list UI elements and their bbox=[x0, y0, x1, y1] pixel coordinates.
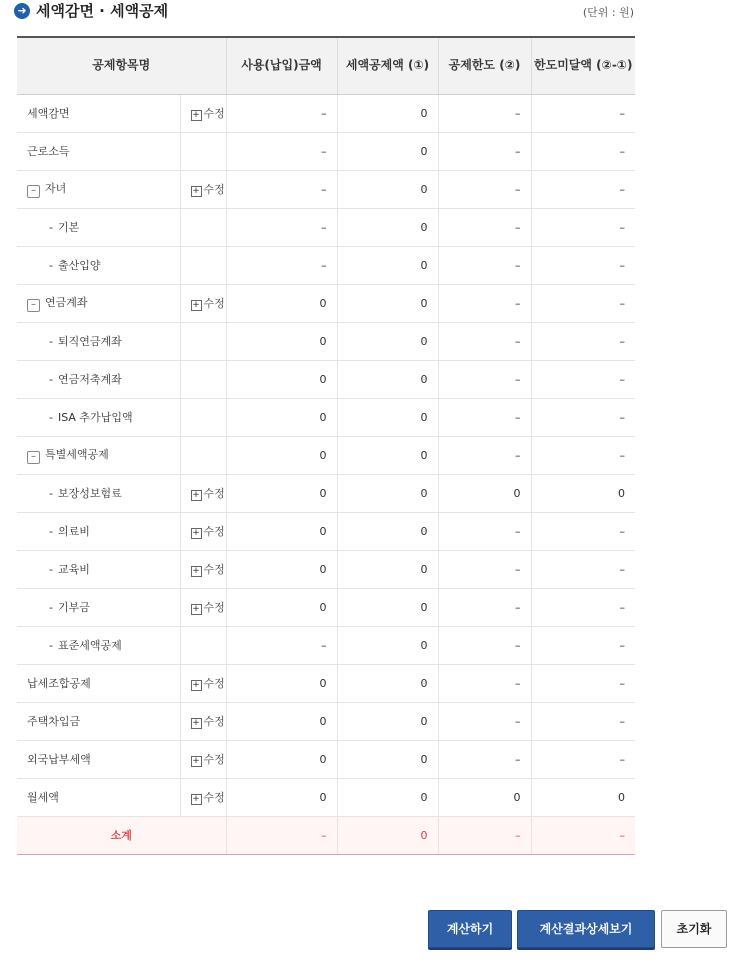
indent-dash: - bbox=[49, 601, 53, 614]
section-title: 세액감면 · 세액공제 bbox=[36, 2, 169, 20]
table-row bbox=[17, 322, 635, 360]
row-label-cell bbox=[17, 436, 180, 474]
indent-dash: - bbox=[49, 487, 53, 500]
edit-cell bbox=[180, 588, 226, 626]
row-label-cell bbox=[17, 626, 180, 664]
subtotal-value-used: – bbox=[226, 816, 337, 854]
value-cell-short: – bbox=[531, 740, 635, 778]
value-cell-limit: – bbox=[438, 588, 531, 626]
row-label: ISA 추가납입액 bbox=[57, 411, 133, 424]
value-cell-limit: 0 bbox=[438, 778, 531, 816]
value-cell-used: 0 bbox=[226, 284, 337, 322]
row-label-cell bbox=[17, 94, 180, 132]
row-label-wrap bbox=[27, 373, 122, 386]
table-row bbox=[17, 588, 635, 626]
subtotal-value-credit: 0 bbox=[337, 816, 438, 854]
value-cell-used: 0 bbox=[226, 550, 337, 588]
edit-cell bbox=[180, 474, 226, 512]
table-row bbox=[17, 398, 635, 436]
edit-cell bbox=[180, 94, 226, 132]
edit-button[interactable] bbox=[191, 715, 225, 728]
row-label: 자녀 bbox=[45, 182, 67, 195]
value-cell-used: 0 bbox=[226, 664, 337, 702]
edit-label: 수정 bbox=[203, 563, 225, 576]
table-row bbox=[17, 360, 635, 398]
row-label: 연금계좌 bbox=[45, 296, 88, 309]
plus-box-icon: + bbox=[192, 604, 200, 614]
edit-cell bbox=[180, 664, 226, 702]
value-cell-limit: – bbox=[438, 170, 531, 208]
value-cell-used: – bbox=[226, 208, 337, 246]
subtotal-row bbox=[17, 816, 635, 854]
row-label-wrap bbox=[27, 145, 70, 158]
edit-cell bbox=[180, 360, 226, 398]
row-label: 근로소득 bbox=[27, 145, 70, 158]
value-cell-short: – bbox=[531, 170, 635, 208]
collapse-toggle-icon[interactable]: – bbox=[27, 185, 40, 198]
edit-label: 수정 bbox=[203, 183, 225, 196]
table-row bbox=[17, 512, 635, 550]
row-label: 주택차입금 bbox=[27, 715, 81, 728]
edit-cell bbox=[180, 132, 226, 170]
row-label-wrap bbox=[27, 296, 88, 309]
value-cell-short: – bbox=[531, 436, 635, 474]
value-cell-used: – bbox=[226, 246, 337, 284]
tax-credit-table bbox=[17, 36, 635, 855]
calculate-button[interactable]: 계산하기 bbox=[428, 910, 512, 948]
table-row bbox=[17, 778, 635, 816]
row-label-cell bbox=[17, 512, 180, 550]
value-cell-credit: 0 bbox=[337, 322, 438, 360]
value-cell-short: – bbox=[531, 322, 635, 360]
edit-cell bbox=[180, 284, 226, 322]
plus-box-icon: + bbox=[192, 490, 200, 500]
plus-box-icon: + bbox=[192, 528, 200, 538]
edit-label: 수정 bbox=[203, 107, 225, 120]
row-label-wrap bbox=[27, 335, 122, 348]
row-label-wrap bbox=[27, 107, 70, 120]
value-cell-limit: – bbox=[438, 246, 531, 284]
row-label-cell bbox=[17, 588, 180, 626]
indent-dash: - bbox=[49, 221, 53, 234]
row-label-cell bbox=[17, 550, 180, 588]
value-cell-limit: – bbox=[438, 512, 531, 550]
indent-dash: - bbox=[49, 411, 53, 424]
reset-button[interactable]: 초기화 bbox=[661, 910, 727, 948]
edit-cell bbox=[180, 512, 226, 550]
value-cell-limit: – bbox=[438, 740, 531, 778]
value-cell-credit: 0 bbox=[337, 208, 438, 246]
section-header bbox=[14, 0, 634, 30]
row-label: 특별세액공제 bbox=[45, 448, 109, 461]
row-label-cell bbox=[17, 664, 180, 702]
value-cell-limit: 0 bbox=[438, 474, 531, 512]
table-row bbox=[17, 702, 635, 740]
subtotal-value-short: – bbox=[531, 816, 635, 854]
value-cell-credit: 0 bbox=[337, 474, 438, 512]
value-cell-short: – bbox=[531, 702, 635, 740]
plus-box-icon: + bbox=[192, 110, 200, 120]
edit-button[interactable] bbox=[191, 297, 225, 310]
edit-cell bbox=[180, 246, 226, 284]
row-label-wrap bbox=[27, 791, 59, 804]
row-label-wrap bbox=[27, 182, 66, 195]
value-cell-credit: 0 bbox=[337, 702, 438, 740]
row-label: 기부금 bbox=[57, 601, 90, 614]
row-label-wrap bbox=[27, 563, 90, 576]
row-label-wrap bbox=[27, 411, 133, 424]
value-cell-used: 0 bbox=[226, 322, 337, 360]
value-cell-credit: 0 bbox=[337, 512, 438, 550]
edit-label: 수정 bbox=[203, 753, 225, 766]
value-cell-limit: – bbox=[438, 550, 531, 588]
row-label-wrap bbox=[27, 259, 101, 272]
value-cell-credit: 0 bbox=[337, 436, 438, 474]
value-cell-short: – bbox=[531, 398, 635, 436]
value-cell-short: 0 bbox=[531, 778, 635, 816]
unit-label: (단위 : 원) bbox=[582, 6, 634, 19]
row-label-wrap bbox=[27, 677, 91, 690]
value-cell-limit: – bbox=[438, 94, 531, 132]
edit-cell bbox=[180, 398, 226, 436]
plus-box-icon: + bbox=[192, 186, 200, 196]
edit-label: 수정 bbox=[203, 715, 225, 728]
value-cell-used: 0 bbox=[226, 360, 337, 398]
value-cell-limit: – bbox=[438, 436, 531, 474]
edit-cell bbox=[180, 740, 226, 778]
value-cell-short: – bbox=[531, 550, 635, 588]
row-label: 퇴직연금계좌 bbox=[57, 335, 122, 348]
table-row bbox=[17, 550, 635, 588]
row-label-cell bbox=[17, 284, 180, 322]
row-label: 의료비 bbox=[57, 525, 90, 538]
value-cell-used: 0 bbox=[226, 778, 337, 816]
edit-button[interactable] bbox=[191, 677, 225, 690]
column-header-limit: 공제한도 (②) bbox=[438, 37, 531, 94]
value-cell-short: – bbox=[531, 626, 635, 664]
value-cell-limit: – bbox=[438, 360, 531, 398]
value-cell-short: – bbox=[531, 94, 635, 132]
table-row bbox=[17, 474, 635, 512]
row-label-wrap bbox=[27, 525, 90, 538]
row-label: 납세조합공제 bbox=[27, 677, 91, 690]
value-cell-credit: 0 bbox=[337, 246, 438, 284]
row-label-wrap bbox=[27, 221, 79, 234]
value-cell-used: 0 bbox=[226, 740, 337, 778]
edit-button[interactable] bbox=[191, 563, 225, 576]
row-label-wrap bbox=[27, 715, 80, 728]
plus-box-icon: + bbox=[192, 680, 200, 690]
row-label: 기본 bbox=[57, 221, 80, 234]
value-cell-credit: 0 bbox=[337, 664, 438, 702]
value-cell-used: 0 bbox=[226, 588, 337, 626]
value-cell-limit: – bbox=[438, 132, 531, 170]
edit-label: 수정 bbox=[203, 297, 225, 310]
row-label: 출산입양 bbox=[57, 259, 101, 272]
indent-dash: - bbox=[49, 373, 53, 386]
edit-cell bbox=[180, 626, 226, 664]
value-cell-limit: – bbox=[438, 702, 531, 740]
table-row bbox=[17, 94, 635, 132]
value-cell-limit: – bbox=[438, 208, 531, 246]
collapse-toggle-icon[interactable]: – bbox=[27, 451, 40, 464]
value-cell-short: 0 bbox=[531, 474, 635, 512]
edit-button[interactable] bbox=[191, 601, 225, 614]
edit-label: 수정 bbox=[203, 525, 225, 538]
value-cell-used: – bbox=[226, 170, 337, 208]
row-label-wrap bbox=[27, 487, 122, 500]
table-row bbox=[17, 664, 635, 702]
value-cell-limit: – bbox=[438, 398, 531, 436]
row-label: 연금저축계좌 bbox=[57, 373, 122, 386]
value-cell-limit: – bbox=[438, 626, 531, 664]
table-row bbox=[17, 132, 635, 170]
edit-button[interactable] bbox=[191, 791, 225, 804]
row-label-cell bbox=[17, 132, 180, 170]
value-cell-short: – bbox=[531, 246, 635, 284]
row-label-cell bbox=[17, 740, 180, 778]
arrow-right-circle-icon: ➜ bbox=[14, 3, 30, 19]
edit-button[interactable] bbox=[191, 107, 225, 120]
view-details-button[interactable]: 계산결과상세보기 bbox=[517, 910, 655, 948]
edit-label: 수정 bbox=[203, 487, 225, 500]
row-label-wrap bbox=[27, 601, 90, 614]
collapse-toggle-icon[interactable]: – bbox=[27, 299, 40, 312]
plus-box-icon: + bbox=[192, 566, 200, 576]
subtotal-value-limit: – bbox=[438, 816, 531, 854]
table-row bbox=[17, 626, 635, 664]
value-cell-credit: 0 bbox=[337, 740, 438, 778]
value-cell-limit: – bbox=[438, 664, 531, 702]
value-cell-used: – bbox=[226, 132, 337, 170]
row-label-cell bbox=[17, 246, 180, 284]
value-cell-used: – bbox=[226, 626, 337, 664]
row-label-wrap bbox=[27, 448, 109, 461]
indent-dash: - bbox=[49, 525, 53, 538]
plus-box-icon: + bbox=[192, 794, 200, 804]
column-header-shortfall: 한도미달액 (②-①) bbox=[531, 37, 635, 94]
row-label: 교육비 bbox=[57, 563, 90, 576]
value-cell-used: 0 bbox=[226, 436, 337, 474]
indent-dash: - bbox=[49, 563, 53, 576]
row-label: 보장성보험료 bbox=[57, 487, 122, 500]
row-label-cell bbox=[17, 170, 180, 208]
table-body bbox=[17, 94, 635, 854]
value-cell-short: – bbox=[531, 284, 635, 322]
row-label-cell bbox=[17, 322, 180, 360]
edit-cell bbox=[180, 702, 226, 740]
value-cell-short: – bbox=[531, 132, 635, 170]
edit-button[interactable] bbox=[191, 487, 225, 500]
table-row bbox=[17, 170, 635, 208]
row-label-cell bbox=[17, 360, 180, 398]
row-label: 월세액 bbox=[27, 791, 59, 804]
table-row bbox=[17, 436, 635, 474]
plus-box-icon: + bbox=[192, 300, 200, 310]
edit-cell bbox=[180, 550, 226, 588]
indent-dash: - bbox=[49, 335, 53, 348]
value-cell-credit: 0 bbox=[337, 132, 438, 170]
indent-dash: - bbox=[49, 259, 53, 272]
row-label-cell bbox=[17, 702, 180, 740]
table-row bbox=[17, 208, 635, 246]
value-cell-credit: 0 bbox=[337, 284, 438, 322]
column-header-item: 공제항목명 bbox=[17, 37, 226, 94]
value-cell-credit: 0 bbox=[337, 360, 438, 398]
plus-box-icon: + bbox=[192, 718, 200, 728]
row-label-cell bbox=[17, 208, 180, 246]
value-cell-limit: – bbox=[438, 322, 531, 360]
plus-box-icon: + bbox=[192, 756, 200, 766]
row-label: 세액감면 bbox=[27, 107, 70, 120]
edit-label: 수정 bbox=[203, 791, 225, 804]
value-cell-short: – bbox=[531, 360, 635, 398]
value-cell-credit: 0 bbox=[337, 170, 438, 208]
table-row bbox=[17, 284, 635, 322]
table-row bbox=[17, 246, 635, 284]
edit-button[interactable] bbox=[191, 753, 225, 766]
value-cell-used: 0 bbox=[226, 398, 337, 436]
value-cell-credit: 0 bbox=[337, 94, 438, 132]
edit-button[interactable] bbox=[191, 525, 225, 538]
value-cell-credit: 0 bbox=[337, 550, 438, 588]
value-cell-short: – bbox=[531, 664, 635, 702]
indent-dash: - bbox=[49, 639, 53, 652]
edit-label: 수정 bbox=[203, 601, 225, 614]
edit-cell bbox=[180, 208, 226, 246]
value-cell-credit: 0 bbox=[337, 398, 438, 436]
row-label: 외국납부세액 bbox=[27, 753, 91, 766]
column-header-credit: 세액공제액 (①) bbox=[337, 37, 438, 94]
edit-cell bbox=[180, 322, 226, 360]
value-cell-short: – bbox=[531, 588, 635, 626]
edit-label: 수정 bbox=[203, 677, 225, 690]
edit-cell bbox=[180, 778, 226, 816]
value-cell-credit: 0 bbox=[337, 778, 438, 816]
column-header-used: 사용(납입)금액 bbox=[226, 37, 337, 94]
edit-cell bbox=[180, 170, 226, 208]
row-label: 표준세액공제 bbox=[57, 639, 122, 652]
value-cell-credit: 0 bbox=[337, 626, 438, 664]
value-cell-short: – bbox=[531, 512, 635, 550]
edit-cell bbox=[180, 436, 226, 474]
row-label-cell bbox=[17, 778, 180, 816]
row-label-wrap bbox=[27, 639, 122, 652]
value-cell-used: 0 bbox=[226, 702, 337, 740]
value-cell-credit: 0 bbox=[337, 588, 438, 626]
value-cell-limit: – bbox=[438, 284, 531, 322]
edit-button[interactable] bbox=[191, 183, 225, 196]
row-label-wrap bbox=[27, 753, 91, 766]
value-cell-used: – bbox=[226, 94, 337, 132]
table-header-row bbox=[17, 37, 635, 94]
subtotal-label: 소계 bbox=[17, 816, 226, 854]
value-cell-short: – bbox=[531, 208, 635, 246]
row-label-cell bbox=[17, 474, 180, 512]
value-cell-used: 0 bbox=[226, 474, 337, 512]
table-row bbox=[17, 740, 635, 778]
value-cell-used: 0 bbox=[226, 512, 337, 550]
row-label-cell bbox=[17, 398, 180, 436]
